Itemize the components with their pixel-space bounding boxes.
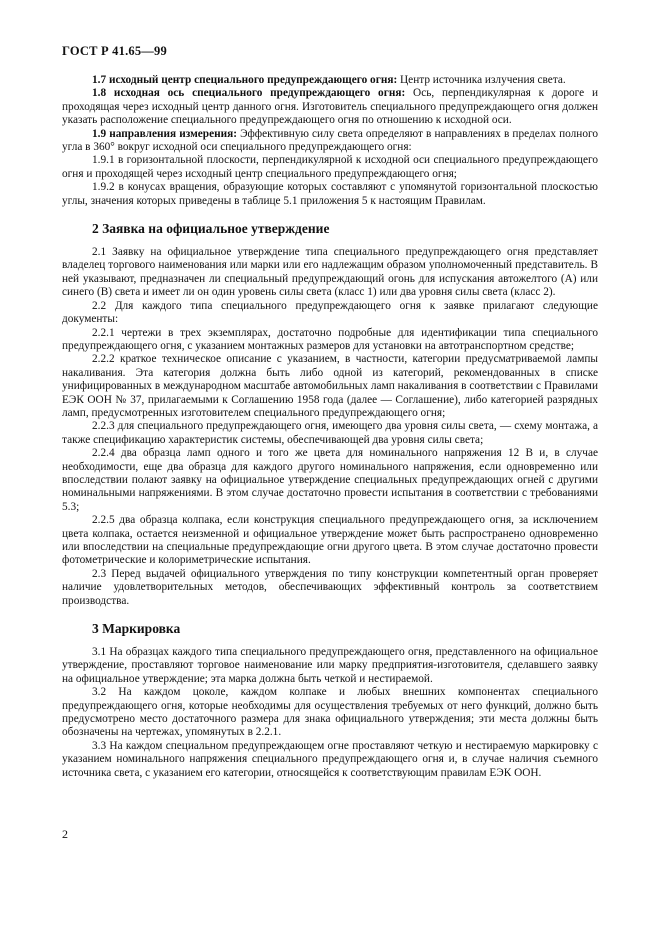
- paragraph-3-2: 3.2 На каждом цоколе, каждом колпаке и любых внешних компонентах специального предупреждающего огня, которые необходимы для осуществления требуемых от него функций, должно быть предусмотрено место достаточного размера для знака официального утверждения; эти места должны быть обозначены на чертежах, упомянутых в 2.2.1.: [62, 686, 598, 739]
- paragraph-2-2-1: 2.2.1 чертежи в трех экземплярах, достаточно подробные для идентификации типа специального предупреждающего огня, с указанием монтажных размеров для установки на автотранспортном средстве;: [62, 326, 598, 352]
- paragraph-2-1: 2.1 Заявку на официальное утверждение типа специального предупреждающего огня представляет владелец торгового наименования или марки или его надлежащим образом уполномоченный представитель. В ней указывают, предназначен ли специальный предупреждающий огонь для испускания автожелтого (А) или синего (В) света и имеет ли он один уровень силы света (класс 1) или два уровня силы света (класс 2).: [62, 246, 598, 299]
- paragraph-1-9-1: 1.9.1 в горизонтальной плоскости, перпендикулярной к исходной оси специального предупреждающего огня и проходящей через исходный центр специального предупреждающего огня;: [62, 154, 598, 180]
- definition-1-8: Ось, перпендикулярная к дороге и проходящая через исходный центр данного огня. Изготовитель специального предупреждающего огня должен указать расположение специального предупреждающего огня по отношению к исходной оси.: [62, 87, 598, 127]
- paragraph-2-2: 2.2 Для каждого типа специального предупреждающего огня к заявке прилагают следующие документы:: [62, 299, 598, 326]
- paragraph-1-9: [62, 128, 598, 155]
- section-2-heading: 2 Заявка на официальное утверждение: [92, 221, 330, 237]
- paragraph-2-3: 2.3 Перед выдачей официального утверждения по типу конструкции компетентный орган проверяет наличие удовлетворительных методов, обеспечивающих эффективный контроль за соответствием производства.: [62, 567, 598, 607]
- page-content: [62, 74, 598, 780]
- section-3-heading: 3 Маркировка: [92, 621, 181, 637]
- definition-1-9: Эффективную силу света определяют в направлениях в пределах полного угла в 360° вокруг исходной оси специального предупреждающего огня:: [62, 127, 598, 154]
- page-number: 2: [62, 827, 68, 841]
- term-1-8: 1.8 исходная ось специального предупреждающего огня:: [92, 87, 406, 100]
- paragraph-1-7: [62, 74, 598, 87]
- paragraph-2-2-5: 2.2.5 два образца колпака, если конструкция специального предупреждающего огня, за исключением цвета колпака, остается неизменной и официальное утверждение может быть распространено одновременно или впоследствии на специальные предупреждающие огни другого цвета. В этом случае достаточно провести фотометрические и колориметрические испытания.: [62, 514, 598, 567]
- term-1-9: 1.9 направления измерения:: [92, 127, 237, 140]
- definition-1-7: Центр источника излучения света.: [397, 74, 566, 86]
- paragraph-2-2-4: 2.2.4 два образца ламп одного и того же цвета для номинального напряжения 12 В и, в случае необходимости, еще два образца для каждого другого номинального напряжения, если одновременно или впоследствии полают заявку на официальное утверждение специальных предупреждающих огней с другими номинальными напряжениями. В этом случае достаточно провести испытания в соответствии с требованиями 5.3;: [62, 447, 598, 513]
- term-1-7: 1.7 исходный центр специального предупреждающего огня:: [92, 74, 398, 86]
- document-code: ГОСТ Р 41.65—99: [62, 44, 167, 58]
- paragraph-3-1: 3.1 На образцах каждого типа специального предупреждающего огня, представленного на официальное утверждение, проставляют торговое наименование или марку предприятия-изготовителя, сделавшего заявку на официальное утверждение; эта марка должна быть четкой и нестираемой.: [62, 646, 598, 685]
- paragraph-1-9-2: 1.9.2 в конусах вращения, образующие которых составляют с упомянутой горизонтальной плоскостью углы, значения которых приведены в таблице 5.1 приложения 5 к настоящим Правилам.: [62, 181, 598, 207]
- paragraph-2-2-2: 2.2.2 краткое техническое описание с указанием, в частности, категории предусматриваемой лампы накаливания. Эта категория должна быть либо одной из категорий, рекомендованных в списке унифицированных в международном масштабе автомобильных ламп накаливания в соответствии с Правилами ЕЭК ООН № 37, прилагаемыми к Соглашению 1958 года (далее — Соглашение), либо категорией разрядных ламп, предусмотренных изготовителем специального предупреждающего огня;: [62, 353, 598, 419]
- paragraph-1-8: [62, 87, 598, 127]
- paragraph-2-2-3: 2.2.3 для специального предупреждающего огня, имеющего два уровня силы света, — схему монтажа, а также спецификацию характеристик системы, обеспечивающей два уровня силы света;: [62, 420, 598, 446]
- paragraph-3-3: 3.3 На каждом специальном предупреждающем огне проставляют четкую и нестираемую маркировку с указанием номинального напряжения специального предупреждающего огня и, в случае наличия съемного источника света, с указанием его категории, относящейся к соответствующим правилам ЕЭК ООН.: [62, 739, 598, 779]
